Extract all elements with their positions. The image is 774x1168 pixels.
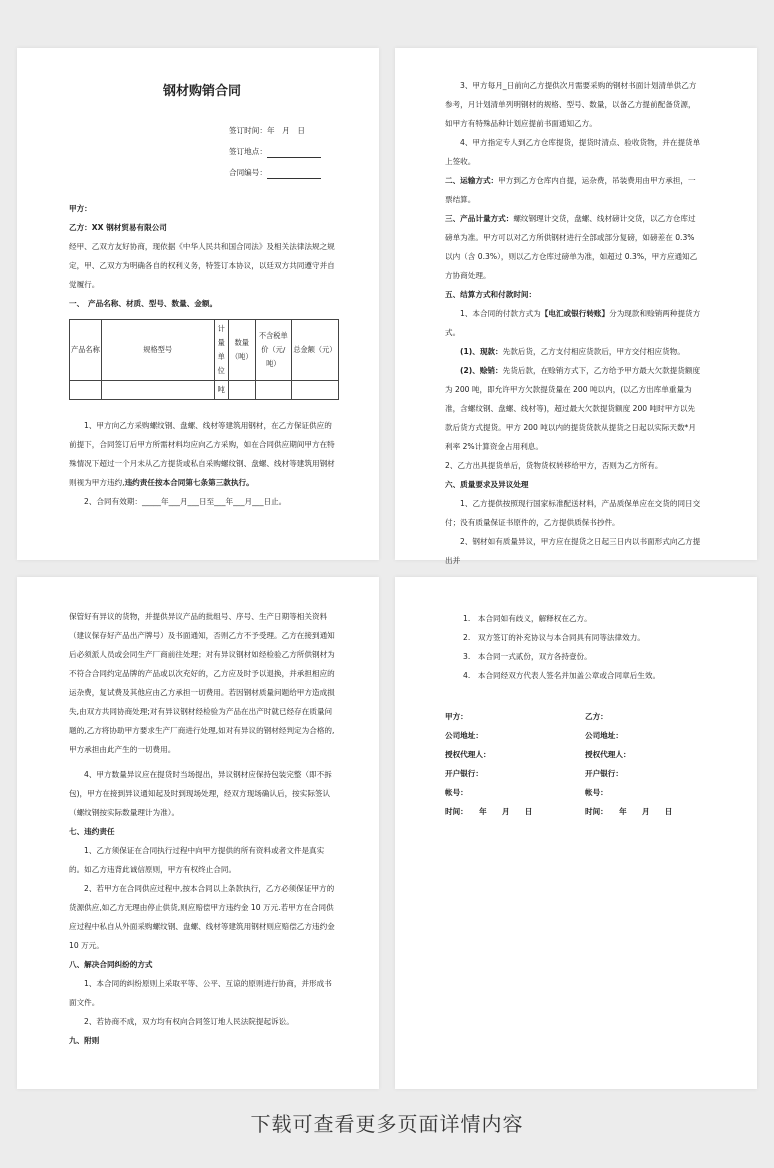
section-7-clause-2: 2、若甲方在合同供应过程中,按本合同以上条款执行，乙方必须保证甲方的货源供应,如乙方无理由停止供货,则应赔偿甲方违约金 10 万元.若甲方在合同供应过程中私自从外面采购螺纹钢、盘螺、线材等建筑用钢材则应赔偿乙方违约金 10 万元。 [69,884,335,950]
table-header-row [70,320,339,381]
section-9-heading: 九、附则 [69,1036,100,1045]
s5-1b: 【电汇或银行转账】 [540,309,610,318]
section-5-clause-1 [445,304,701,342]
contract-no-line [267,168,321,179]
section-6-clause-2: 2、钢材如有质量异议，甲方应在提货之日起三日内以书面形式向乙方提出并 [445,537,701,565]
section-5-cash [445,342,701,361]
section-5-clause-2: 2、乙方出具提货单后，货物货权转移给甲方，否则为乙方所有。 [445,461,663,470]
party-b: 乙方：XX 钢材贸易有限公司 [69,223,167,232]
credit-heading: (2)、赊销： [460,366,503,375]
items-table [69,319,339,400]
sig-party-b: 乙方： [585,712,608,721]
section-2-text: 甲方到乙方仓库内自提，运杂费，吊装费用由甲方承担，一票结算。 [445,176,696,204]
cash-heading: (1)、现款： [460,347,503,356]
p3-paragraph-1: 保管好有异议的货物，并提供异议产品的批组号、序号、生产日期等相关资料（建议保存好产品出产牌号）及书面通知，否则乙方不予受理。乙方在接到通知后必须派人员或会同生产厂商前往处理；对有异议钢材如经检验乙方所供钢材为不符合合同约定品牌的产品或以次充好的，乙方应及时予以退换，并承担相应的运杂费，复试费及其他应由乙方承担一切费用。若因钢材质量问题给甲方造成损失,由双方共同协商处理;对有异议钢材经检验为产品在出产时就已经存在质量问题的,乙方将协助甲方要求生产厂商进行处理,如对有异议的钢材经判定为合格的,甲方承担由此产生的一切费用。 [69,612,335,754]
table-cell [70,381,102,400]
section-5-credit [445,361,701,456]
section-7-clause-1: 1、乙方须保证在合同执行过程中向甲方提供的所有资料或者文件是真实的。如乙方违背此诚信原则，甲方有权终止合同。 [69,846,325,874]
section-3-heading: 三、产品计量方式： [445,214,514,223]
list-item: 1. 本合同如有歧义，解释权在乙方。 [463,614,592,623]
contract-page-1 [17,48,379,560]
appendix-list [445,609,701,685]
s5-1c: 分为现款和赊销两种提货方式。 [445,309,701,337]
sig-date-b: 时间： 年 月 日 [585,807,673,816]
sign-place-line [267,147,321,158]
section-5-heading: 五、结算方式和付款时间： [445,290,537,299]
section-3 [445,209,701,285]
section-2 [445,171,701,209]
section-8-clause-2: 2、若协商不成，双方均有权向合同签订地人民法院提起诉讼。 [84,1017,294,1026]
cash-text: 先款后货，乙方支付相应货款后，甲方交付相应货物。 [502,347,685,356]
list-item: 2. 双方签订的补充协议与本合同具有同等法律效力。 [463,633,645,642]
clause-1-bold: 违约责任按本合同第七条第三款执行。 [124,478,254,487]
list-item: 4. 本合同经双方代表人签名并加盖公章或合同章后生效。 [463,671,661,680]
table-cell [228,381,255,400]
table-row [70,381,339,400]
sign-time-label: 签订时间： [229,126,267,135]
table-header-cell: 数量（吨） [228,320,255,381]
sign-time-value: 年 月 日 [266,126,305,135]
contract-page-2 [395,48,757,565]
p2-clause-3: 3、甲方每月_日前向乙方提供次月需要采购的钢材书面计划清单供乙方参考，月计划清单列明钢材的规格、型号、数量，以备乙方提前配备货源，如甲方有特殊品种计划应提前书面通知乙方。 [445,81,697,128]
sig-address-a: 公司地址： [445,731,483,740]
section-8-heading: 八、解决合同纠纷的方式 [69,960,153,969]
download-more-link[interactable]: 下载可查看更多页面详情内容 [250,1112,524,1136]
table-header-cell: 总金额（元） [291,320,338,381]
sig-account-b: 帐号： [585,788,608,797]
table-cell [291,381,338,400]
sig-agent-b: 授权代理人： [585,750,631,759]
list-item: 3. 本合同一式贰份，双方各持壹份。 [463,652,592,661]
table-unit-cell: 吨 [214,381,228,400]
sign-place-label: 签订地点： [229,147,267,156]
section-6-clause-1: 1、乙方提供按照现行国家标准配送材料，产品质保单应在交货的同日交付；没有质量保证书原件的，乙方提供质保书抄件。 [445,499,701,527]
clause-1-text: 1、甲方向乙方采购螺纹钢、盘螺、线材等建筑用钢材，在乙方保证供应的前提下，合同签订后甲方所需材料均应向乙方采购，如在合同供应期间甲方在特殊情况下超过一个月未从乙方提货或私自采购螺纹钢、盘螺、线材等建筑用钢材则视为甲方违约, [69,421,335,487]
s5-1a: 1、本合同的付款方式为 [460,309,541,318]
sig-account-a: 帐号： [445,788,468,797]
table-header-cell: 规格型号 [101,320,214,381]
section-1-heading: 一、 产品名称、材质、型号、数量、金额。 [69,299,218,308]
clause-1 [69,416,335,492]
table-header-cell: 计量单位 [214,320,228,381]
table-header-cell: 产品名称 [70,320,102,381]
table-cell [255,381,291,400]
p2-clause-4: 4、甲方指定专人到乙方仓库提货，提货时清点、验收货物，并在提货单上签收。 [445,138,701,166]
sig-party-a: 甲方： [445,712,468,721]
intro-text: 经甲、乙双方友好协商，现依据《中华人民共和国合同法》及相关法律法规之规定，甲、乙双方为明确各自的权利义务，特签订本协议，以廷双方共同遵守并自觉履行。 [69,242,335,289]
sig-bank-b: 开户银行： [585,769,623,778]
section-6-heading: 六、质量要求及异议处理 [445,480,529,489]
sig-agent-a: 授权代理人： [445,750,491,759]
table-cell [101,381,214,400]
contract-no-label: 合同编号： [229,168,267,177]
sig-date-a: 时间： 年 月 日 [445,807,533,816]
section-7-heading: 七、违约责任 [69,827,115,836]
section-3-text: 螺纹钢理计交货，盘螺、线材磅计交货，以乙方仓库过磅单为准。甲方可以对乙方所供钢材进行全部或部分复磅，如磅差在 0.3%以内（含 0.3%），则以乙方仓库过磅单为准，如超过 0.3%，甲方应通知乙方协商处理。 [445,214,698,280]
clause-2: 2、合同有效期：_____年___月___日至___年___月___日止。 [84,497,287,506]
table-header-cell: 不含税单价（元/吨） [255,320,291,381]
credit-text: 先货后款，在赊销方式下，乙方给予甲方最大欠款提货额度为 200 吨，即允许甲方欠款提货量在 200 吨以内，(以乙方出库单重量为准，含螺纹钢、盘螺、线材等)，超过最大欠款提货额度 200 吨时甲方以先款后货方式提货。甲方 200 吨以内的提货货款从提货之日起以实际天数*月利率 2%计算资金占用利息。 [445,366,701,451]
contract-title: 钢材购销合同 [162,84,241,99]
contract-meta [229,120,335,183]
party-a: 甲方： [69,204,92,213]
contract-page-4 [395,577,757,1089]
p3-clause-4: 4、甲方数量异议应在提货时当场提出，异议钢材应保持包装完整（即不拆包)，甲方在接到异议通知起及时到现场处理，经双方现场确认后，按实际签认（螺纹钢按实际数量理计为准）。 [69,770,332,817]
sig-address-b: 公司地址： [585,731,623,740]
contract-page-3 [17,577,379,1089]
signature-block [445,707,701,821]
section-8-clause-1: 1、本合同的纠纷原则上采取平等、公平、互谅的原则进行协商，并形成书面文件。 [69,979,332,1007]
sig-bank-a: 开户银行： [445,769,483,778]
section-2-heading: 二、运输方式： [445,176,499,185]
